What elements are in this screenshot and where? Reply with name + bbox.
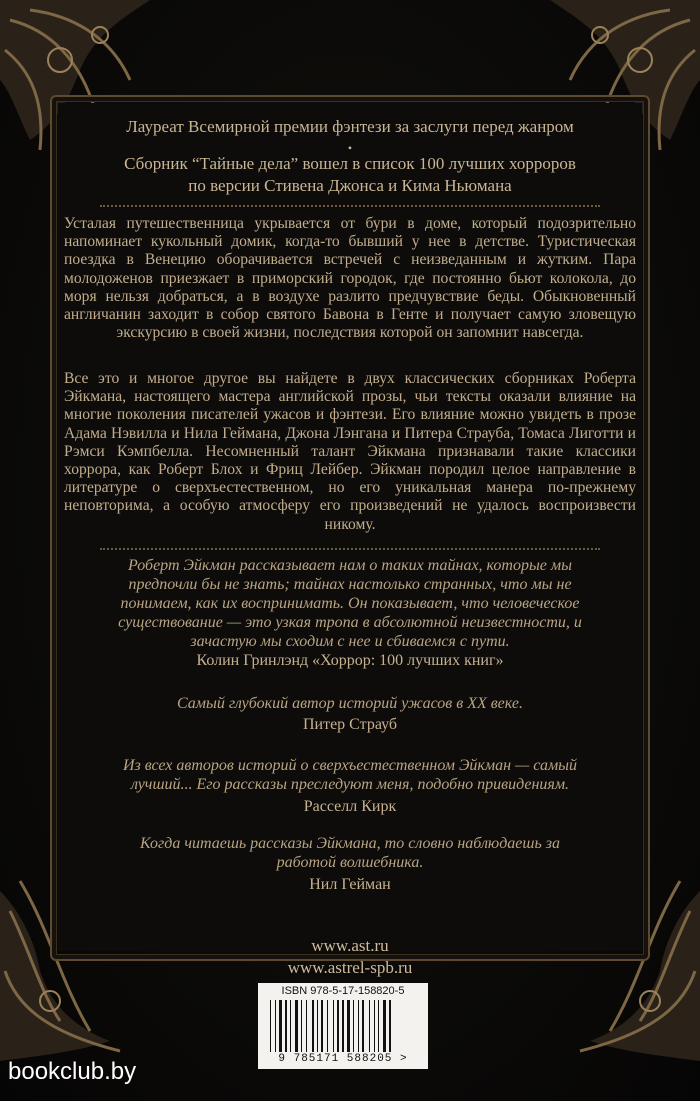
dotted-divider: [100, 205, 600, 207]
dotted-divider: [100, 548, 600, 550]
barcode-bars: [270, 1000, 416, 1052]
isbn-barcode: [258, 983, 428, 1069]
quote-1-text: Роберт Эйкман рассказывает нам о таких тайнах, которые мы предпочли бы не знать; тайнах настолько странных, что мы не понимаем, как их воспринимать. Он показывает, что человеческое существование — это узкая тропа в абсолютной неизвестности, и зачастую мы сходим с нее и сбиваемся с пути.: [118, 557, 582, 650]
collection-line-1: Сборник “Тайные дела” вошел в список 100 лучших хорроров: [124, 154, 576, 173]
bullet-separator: •: [347, 141, 353, 155]
isbn-digits: 9 785171 588205 >: [278, 1053, 408, 1065]
quote-2-author: Питер Страуб: [302, 716, 398, 733]
collection-line-2: по версии Стивена Джонса и Кима Ньюмана: [188, 176, 512, 195]
watermark-brand: bookclub.by: [8, 1058, 137, 1085]
isbn-label: ISBN 978-5-17-158820-5: [281, 985, 405, 997]
blurb-paragraph-1: Усталая путешественница укрывается от бури в доме, который подозрительно напоминает кукольный домик, когда-то бывший у нее в детстве. Туристическая поездка в Венецию оборачивается встречей с неизведанным и жутким. Пара молодоженов приезжает в приморский городок, где постоянно бьют колокола, до моря нельзя добраться, а в воздухе разлито предчувствие беды. Обыкновенный англичанин заходит в собор святого Бавона в Генте и получает самую зловещую экскурсию в своей жизни, последствия которой он запомнит навсегда.: [64, 215, 636, 342]
quote-4-text: Когда читаешь рассказы Эйкмана, то словно наблюдаешь за работой волшебника.: [139, 835, 561, 871]
blurb-paragraph-2: Все это и многое другое вы найдете в двух классических сборниках Роберта Эйкмана, настоящего мастера английской прозы, чьи тексты оказали влияние на многие поколения писателей ужасов и фэнтези. Его влияние можно увидеть в прозе Адама Нэвилла и Нила Геймана, Джона Лэнгана и Питера Страуба, Томаса Лиготти и Рэмси Кэмпбелла. Несомненный талант Эйкмана признавали такие классики хоррора, как Роберт Блох и Фриц Лейбер. Эйкман породил целое направление в литературе о сверхъестественном, но его уникальная манера по-прежнему неповторима, а особую атмосферу его произведений не удалось воспроизвести никому.: [64, 370, 636, 533]
quote-3-text: Из всех авторов историй о сверхъестественном Эйкман — самый лучший... Его рассказы преследуют меня, подобно привидениям.: [122, 757, 578, 793]
publisher-url-2[interactable]: www.astrel-spb.ru: [287, 958, 413, 977]
publisher-url-1[interactable]: www.ast.ru: [311, 936, 389, 955]
laureate-line: Лауреат Всемирной премии фэнтези за заслуги перед жанром: [126, 117, 574, 136]
quote-1-author: Колин Гринлэнд «Хоррор: 100 лучших книг»: [196, 652, 504, 669]
quote-3-author: Расселл Кирк: [303, 798, 397, 815]
quote-2-text: Самый глубокий автор историй ужасов в XX веке.: [177, 695, 523, 712]
quote-4-author: Нил Гейман: [309, 876, 391, 893]
